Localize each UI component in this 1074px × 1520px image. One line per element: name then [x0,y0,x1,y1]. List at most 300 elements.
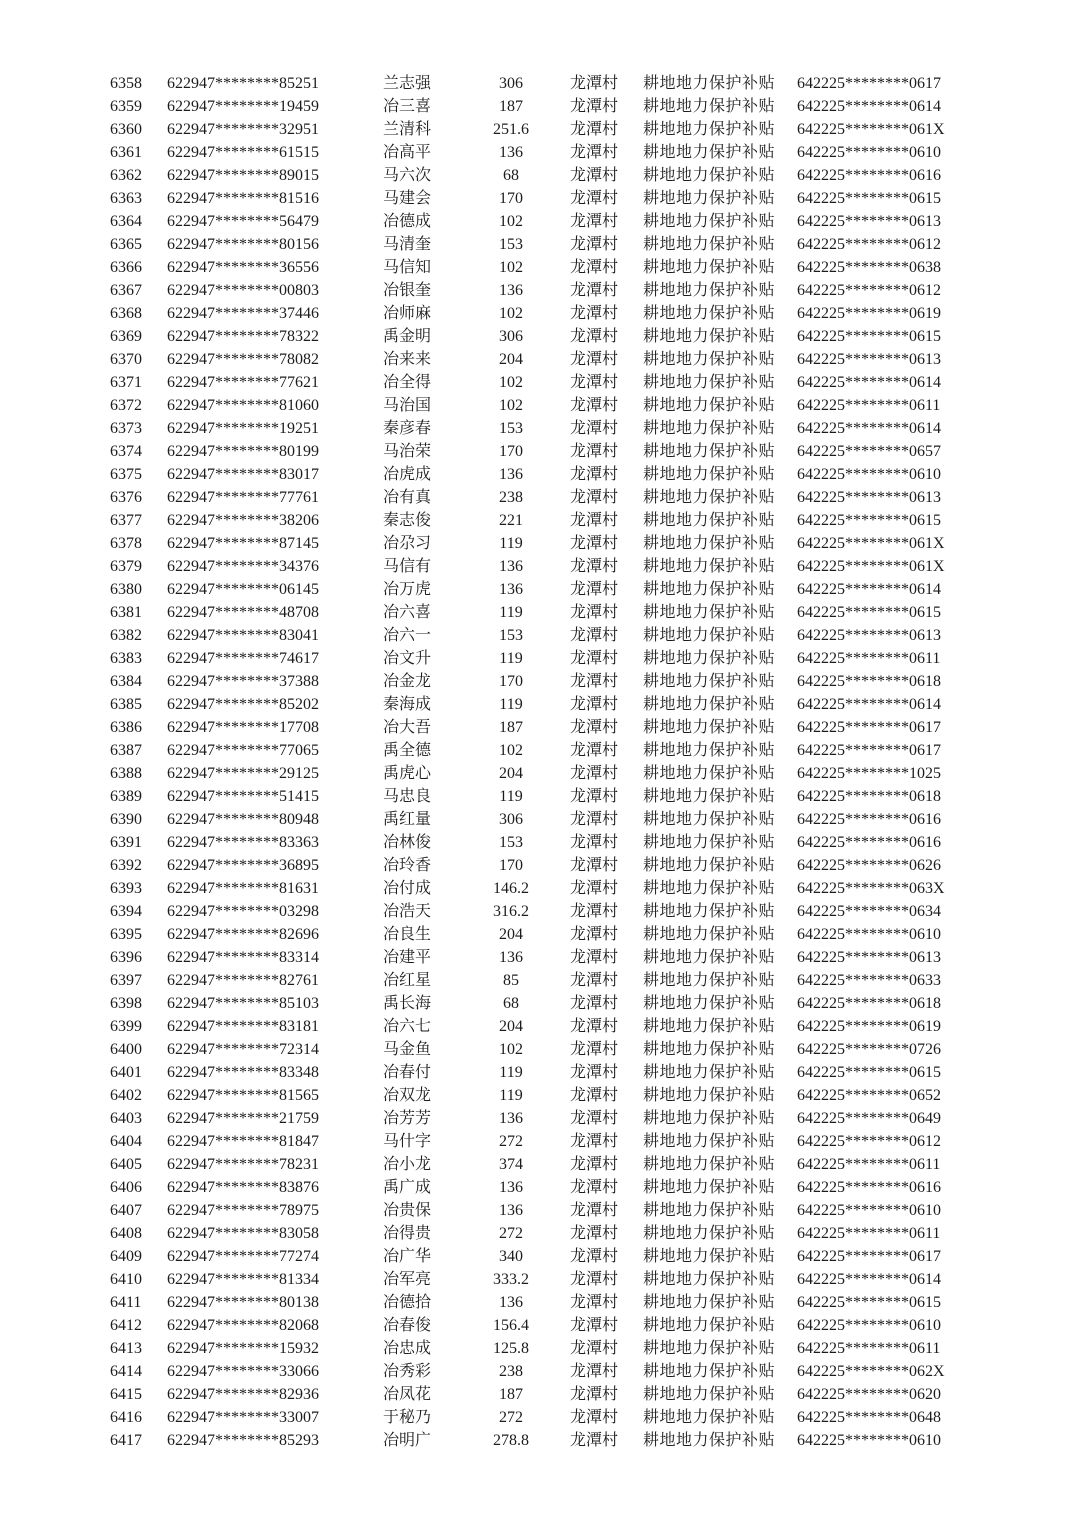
id-number-cell: 642225********0613 [797,949,941,967]
village-cell: 龙潭村 [570,304,619,322]
id-number-cell: 642225********0614 [797,373,941,391]
table-row [110,325,1074,348]
person-name-cell: 冶贵保 [383,1202,432,1220]
village-cell: 龙潭村 [570,396,619,414]
bank-account-cell: 622947********03298 [167,903,319,921]
person-name-cell: 马什字 [383,1133,432,1151]
row-number-cell: 6372 [110,396,142,414]
id-number-cell: 642225********0615 [797,1294,941,1312]
row-number-cell: 6385 [110,695,142,713]
subsidy-type-cell: 耕地地力保护补贴 [643,787,776,805]
row-number-cell: 6367 [110,281,142,299]
row-number-cell: 6382 [110,626,142,644]
person-name-cell: 冶秀彩 [383,1363,432,1381]
person-name-cell: 冶文升 [383,649,432,667]
village-cell: 龙潭村 [570,718,619,736]
subsidy-type-cell: 耕地地力保护补贴 [643,764,776,782]
bank-account-cell: 622947********33066 [167,1363,319,1381]
village-cell: 龙潭村 [570,1087,619,1105]
amount-cell: 136 [499,580,523,598]
amount-cell: 272 [499,1133,523,1151]
bank-account-cell: 622947********21759 [167,1110,319,1128]
table-row [110,1107,1074,1130]
person-name-cell: 马信知 [383,258,432,276]
person-name-cell: 冶玲香 [383,857,432,875]
subsidy-type-cell: 耕地地力保护补贴 [643,1041,776,1059]
subsidy-type-cell: 耕地地力保护补贴 [643,1018,776,1036]
person-name-cell: 兰志强 [383,74,432,92]
person-name-cell: 马治荣 [383,442,432,460]
bank-account-cell: 622947********34376 [167,557,319,575]
bank-account-cell: 622947********80156 [167,235,319,253]
table-row [110,509,1074,532]
amount-cell: 102 [499,741,523,759]
row-number-cell: 6387 [110,741,142,759]
village-cell: 龙潭村 [570,281,619,299]
row-number-cell: 6403 [110,1110,142,1128]
amount-cell: 68 [503,995,519,1013]
amount-cell: 187 [499,1386,523,1404]
table-row [110,1268,1074,1291]
person-name-cell: 冶大吾 [383,718,432,736]
id-number-cell: 642225********0619 [797,304,941,322]
row-number-cell: 6396 [110,949,142,967]
bank-account-cell: 622947********37388 [167,672,319,690]
table-row [110,1038,1074,1061]
bank-account-cell: 622947********37446 [167,304,319,322]
bank-account-cell: 622947********61515 [167,143,319,161]
bank-account-cell: 622947********83181 [167,1018,319,1036]
person-name-cell: 冶广华 [383,1248,432,1266]
row-number-cell: 6410 [110,1271,142,1289]
row-number-cell: 6404 [110,1133,142,1151]
id-number-cell: 642225********0610 [797,1432,941,1450]
table-row [110,486,1074,509]
bank-account-cell: 622947********36895 [167,857,319,875]
person-name-cell: 冶高平 [383,143,432,161]
table-row [110,141,1074,164]
row-number-cell: 6371 [110,373,142,391]
bank-account-cell: 622947********81334 [167,1271,319,1289]
table-row [110,440,1074,463]
village-cell: 龙潭村 [570,557,619,575]
person-name-cell: 冶浩天 [383,903,432,921]
village-cell: 龙潭村 [570,235,619,253]
subsidy-type-cell: 耕地地力保护补贴 [643,97,776,115]
subsidy-type-cell: 耕地地力保护补贴 [643,1179,776,1197]
subsidy-type-cell: 耕地地力保护补贴 [643,419,776,437]
row-number-cell: 6386 [110,718,142,736]
amount-cell: 204 [499,764,523,782]
amount-cell: 136 [499,143,523,161]
bank-account-cell: 622947********72314 [167,1041,319,1059]
row-number-cell: 6369 [110,327,142,345]
village-cell: 龙潭村 [570,695,619,713]
amount-cell: 374 [499,1156,523,1174]
person-name-cell: 禹全德 [383,741,432,759]
id-number-cell: 642225********0610 [797,926,941,944]
person-name-cell: 冶春付 [383,1064,432,1082]
row-number-cell: 6391 [110,834,142,852]
table-row [110,1015,1074,1038]
person-name-cell: 冶六一 [383,626,432,644]
id-number-cell: 642225********0616 [797,166,941,184]
person-name-cell: 冶忠成 [383,1340,432,1358]
id-number-cell: 642225********0610 [797,143,941,161]
id-number-cell: 642225********0616 [797,834,941,852]
subsidy-type-cell: 耕地地力保护补贴 [643,396,776,414]
table-row [110,831,1074,854]
person-name-cell: 冶银奎 [383,281,432,299]
amount-cell: 102 [499,258,523,276]
person-name-cell: 冶全得 [383,373,432,391]
row-number-cell: 6395 [110,926,142,944]
bank-account-cell: 622947********48708 [167,603,319,621]
row-number-cell: 6392 [110,857,142,875]
bank-account-cell: 622947********80138 [167,1294,319,1312]
person-name-cell: 马建会 [383,189,432,207]
table-row [110,1176,1074,1199]
person-name-cell: 马金鱼 [383,1041,432,1059]
village-cell: 龙潭村 [570,1409,619,1427]
row-number-cell: 6408 [110,1225,142,1243]
subsidy-type-cell: 耕地地力保护补贴 [643,811,776,828]
bank-account-cell: 622947********77621 [167,373,319,391]
person-name-cell: 冶德拾 [383,1294,432,1312]
bank-account-cell: 622947********89015 [167,166,319,184]
table-row [110,371,1074,394]
bank-account-cell: 622947********82936 [167,1386,319,1404]
row-number-cell: 6360 [110,120,142,138]
id-number-cell: 642225********0617 [797,1248,941,1266]
amount-cell: 102 [499,1041,523,1059]
amount-cell: 68 [503,166,519,184]
row-number-cell: 6388 [110,764,142,782]
row-number-cell: 6407 [110,1202,142,1220]
village-cell: 龙潭村 [570,1110,619,1128]
person-name-cell: 冶建平 [383,949,432,967]
subsidy-type-cell: 耕地地力保护补贴 [643,949,776,967]
subsidy-type-cell: 耕地地力保护补贴 [643,258,776,276]
row-number-cell: 6364 [110,212,142,230]
person-name-cell: 禹长海 [383,995,432,1013]
bank-account-cell: 622947********85103 [167,995,319,1013]
table-row [110,808,1074,831]
id-number-cell: 642225********0620 [797,1386,941,1404]
bank-account-cell: 622947********83041 [167,626,319,644]
row-number-cell: 6377 [110,511,142,529]
amount-cell: 102 [499,304,523,322]
table-row [110,1061,1074,1084]
bank-account-cell: 622947********77274 [167,1248,319,1266]
subsidy-type-cell: 耕地地力保护补贴 [643,1156,776,1174]
village-cell: 龙潭村 [570,580,619,598]
person-name-cell: 冶金龙 [383,672,432,690]
bank-account-cell: 622947********00803 [167,281,319,299]
person-name-cell: 秦志俊 [383,511,432,529]
id-number-cell: 642225********0610 [797,1317,941,1335]
person-name-cell: 冶付成 [383,880,432,898]
village-cell: 龙潭村 [570,1317,619,1335]
subsidy-type-cell: 耕地地力保护补贴 [643,1363,776,1381]
table-row [110,693,1074,716]
table-row [110,923,1074,946]
person-name-cell: 冶明广 [383,1432,432,1450]
bank-account-cell: 622947********32951 [167,120,319,138]
village-cell: 龙潭村 [570,511,619,529]
bank-account-cell: 622947********87145 [167,534,319,552]
amount-cell: 136 [499,949,523,967]
row-number-cell: 6412 [110,1317,142,1335]
id-number-cell: 642225********0611 [797,649,941,667]
person-name-cell: 冶德成 [383,212,432,230]
subsidy-type-cell: 耕地地力保护补贴 [643,649,776,667]
amount-cell: 119 [499,1064,523,1082]
subsidy-type-cell: 耕地地力保护补贴 [643,511,776,529]
amount-cell: 136 [499,281,523,299]
person-name-cell: 冶虎成 [383,465,432,483]
amount-cell: 340 [499,1248,523,1266]
table-row [110,624,1074,647]
row-number-cell: 6363 [110,189,142,207]
id-number-cell: 642225********0633 [797,972,941,990]
village-cell: 龙潭村 [570,166,619,184]
table-row [110,1429,1074,1452]
amount-cell: 272 [499,1225,523,1243]
row-number-cell: 6376 [110,488,142,506]
row-number-cell: 6414 [110,1363,142,1381]
subsidy-type-cell: 耕地地力保护补贴 [643,189,776,207]
table-row [110,1222,1074,1245]
bank-account-cell: 622947********82696 [167,926,319,944]
id-number-cell: 642225********0618 [797,787,941,805]
person-name-cell: 冶万虎 [383,580,432,598]
subsidy-type-cell: 耕地地力保护补贴 [643,74,776,92]
amount-cell: 146.2 [493,880,529,898]
person-name-cell: 禹红量 [383,811,432,828]
bank-account-cell: 622947********77065 [167,741,319,759]
village-cell: 龙潭村 [570,327,619,345]
subsidy-type-cell: 耕地地力保护补贴 [643,1202,776,1220]
id-number-cell: 642225********0614 [797,695,941,713]
subsidy-type-cell: 耕地地力保护补贴 [643,1340,776,1358]
subsidy-type-cell: 耕地地力保护补贴 [643,465,776,483]
village-cell: 龙潭村 [570,1248,619,1266]
village-cell: 龙潭村 [570,903,619,921]
table-row [110,647,1074,670]
subsidy-type-cell: 耕地地力保护补贴 [643,1409,776,1427]
id-number-cell: 642225********0618 [797,995,941,1013]
village-cell: 龙潭村 [570,212,619,230]
bank-account-cell: 622947********78231 [167,1156,319,1174]
subsidy-type-cell: 耕地地力保护补贴 [643,1317,776,1335]
subsidy-type-cell: 耕地地力保护补贴 [643,741,776,759]
table-row [110,900,1074,923]
amount-cell: 170 [499,189,523,207]
person-name-cell: 冶有真 [383,488,432,506]
amount-cell: 119 [499,534,523,552]
amount-cell: 187 [499,97,523,115]
amount-cell: 156.4 [493,1317,529,1335]
village-cell: 龙潭村 [570,972,619,990]
row-number-cell: 6380 [110,580,142,598]
row-number-cell: 6379 [110,557,142,575]
amount-cell: 251.6 [493,120,529,138]
bank-account-cell: 622947********06145 [167,580,319,598]
table-row [110,118,1074,141]
row-number-cell: 6389 [110,787,142,805]
village-cell: 龙潭村 [570,672,619,690]
subsidy-type-cell: 耕地地力保护补贴 [643,327,776,345]
id-number-cell: 642225********0611 [797,396,941,414]
bank-account-cell: 622947********29125 [167,764,319,782]
amount-cell: 333.2 [493,1271,529,1289]
table-row [110,762,1074,785]
id-number-cell: 642225********0611 [797,1225,941,1243]
table-row [110,601,1074,624]
subsidy-type-cell: 耕地地力保护补贴 [643,903,776,921]
village-cell: 龙潭村 [570,534,619,552]
id-number-cell: 642225********0726 [797,1041,941,1059]
bank-account-cell: 622947********81565 [167,1087,319,1105]
amount-cell: 153 [499,419,523,437]
amount-cell: 153 [499,235,523,253]
bank-account-cell: 622947********78082 [167,350,319,368]
table-row [110,1199,1074,1222]
bank-account-cell: 622947********38206 [167,511,319,529]
village-cell: 龙潭村 [570,442,619,460]
bank-account-cell: 622947********83348 [167,1064,319,1082]
subsidy-type-cell: 耕地地力保护补贴 [643,557,776,575]
table-row [110,233,1074,256]
amount-cell: 136 [499,1179,523,1197]
village-cell: 龙潭村 [570,787,619,805]
row-number-cell: 6411 [110,1294,142,1312]
village-cell: 龙潭村 [570,995,619,1013]
village-cell: 龙潭村 [570,1271,619,1289]
table-row [110,992,1074,1015]
amount-cell: 153 [499,626,523,644]
id-number-cell: 642225********0638 [797,258,941,276]
amount-cell: 272 [499,1409,523,1427]
person-name-cell: 冶三喜 [383,97,432,115]
subsidy-type-cell: 耕地地力保护补贴 [643,534,776,552]
bank-account-cell: 622947********83017 [167,465,319,483]
table-row [110,187,1074,210]
row-number-cell: 6383 [110,649,142,667]
amount-cell: 102 [499,212,523,230]
table-row [110,164,1074,187]
person-name-cell: 于秘乃 [383,1409,432,1427]
row-number-cell: 6416 [110,1409,142,1427]
village-cell: 龙潭村 [570,1386,619,1404]
subsidy-type-cell: 耕地地力保护补贴 [643,373,776,391]
village-cell: 龙潭村 [570,1202,619,1220]
bank-account-cell: 622947********78322 [167,327,319,345]
person-name-cell: 冶林俊 [383,834,432,852]
subsidy-type-cell: 耕地地力保护补贴 [643,718,776,736]
id-number-cell: 642225********0615 [797,511,941,529]
person-name-cell: 冶春俊 [383,1317,432,1335]
table-row [110,946,1074,969]
village-cell: 龙潭村 [570,350,619,368]
amount-cell: 204 [499,926,523,944]
table-row [110,256,1074,279]
table-row [110,555,1074,578]
amount-cell: 136 [499,557,523,575]
row-number-cell: 6402 [110,1087,142,1105]
id-number-cell: 642225********0634 [797,903,941,921]
village-cell: 龙潭村 [570,373,619,391]
table-row [110,854,1074,877]
id-number-cell: 642225********0613 [797,212,941,230]
bank-account-cell: 622947********19251 [167,419,319,437]
person-name-cell: 马信有 [383,557,432,575]
person-name-cell: 冶芳芳 [383,1110,432,1128]
subsidy-type-cell: 耕地地力保护补贴 [643,488,776,506]
village-cell: 龙潭村 [570,811,619,828]
row-number-cell: 6397 [110,972,142,990]
subsidy-type-cell: 耕地地力保护补贴 [643,1087,776,1105]
table-row [110,785,1074,808]
table-row [110,532,1074,555]
subsidy-type-cell: 耕地地力保护补贴 [643,1064,776,1082]
id-number-cell: 642225********0649 [797,1110,941,1128]
subsidy-type-cell: 耕地地力保护补贴 [643,350,776,368]
amount-cell: 136 [499,465,523,483]
subsidy-type-cell: 耕地地力保护补贴 [643,212,776,230]
row-number-cell: 6370 [110,350,142,368]
table-row [110,1130,1074,1153]
village-cell: 龙潭村 [570,1179,619,1197]
person-name-cell: 马清奎 [383,235,432,253]
subsidy-type-cell: 耕地地力保护补贴 [643,834,776,852]
id-number-cell: 642225********0617 [797,718,941,736]
village-cell: 龙潭村 [570,1156,619,1174]
village-cell: 龙潭村 [570,834,619,852]
amount-cell: 119 [499,649,523,667]
row-number-cell: 6398 [110,995,142,1013]
person-name-cell: 马忠良 [383,787,432,805]
id-number-cell: 642225********0615 [797,603,941,621]
id-number-cell: 642225********0612 [797,235,941,253]
table-row [110,302,1074,325]
row-number-cell: 6358 [110,74,142,92]
bank-account-cell: 622947********17708 [167,718,319,736]
table-row [110,394,1074,417]
row-number-cell: 6362 [110,166,142,184]
row-number-cell: 6368 [110,304,142,322]
person-name-cell: 冶师麻 [383,304,432,322]
id-number-cell: 642225********0614 [797,580,941,598]
subsidy-type-cell: 耕地地力保护补贴 [643,1432,776,1450]
bank-account-cell: 622947********15932 [167,1340,319,1358]
table-row [110,1291,1074,1314]
bank-account-cell: 622947********81631 [167,880,319,898]
subsidy-type-cell: 耕地地力保护补贴 [643,580,776,598]
village-cell: 龙潭村 [570,857,619,875]
amount-cell: 170 [499,442,523,460]
id-number-cell: 642225********0613 [797,626,941,644]
amount-cell: 306 [499,74,523,92]
village-cell: 龙潭村 [570,97,619,115]
row-number-cell: 6415 [110,1386,142,1404]
row-number-cell: 6399 [110,1018,142,1036]
row-number-cell: 6400 [110,1041,142,1059]
village-cell: 龙潭村 [570,1340,619,1358]
amount-cell: 204 [499,1018,523,1036]
subsidy-type-cell: 耕地地力保护补贴 [643,880,776,898]
